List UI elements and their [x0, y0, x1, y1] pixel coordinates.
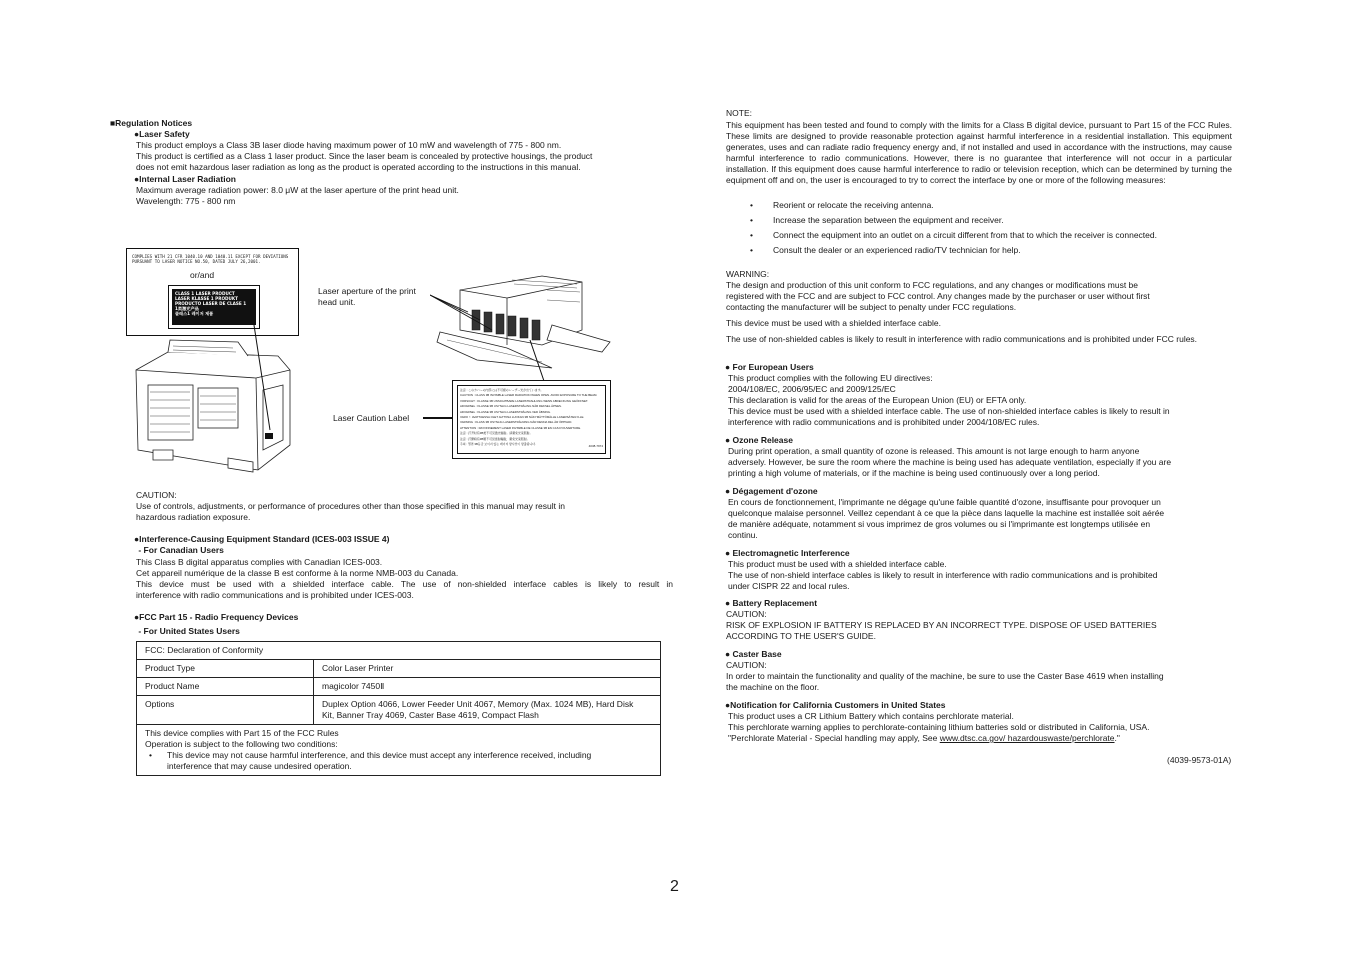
caster-text	[726, 660, 1164, 693]
eu-line: This declaration is valid for the areas of the European Union (EU) or EFTA only.	[728, 395, 1027, 405]
caution-label-code: 4038-7974	[588, 444, 603, 448]
california-prefix: "Perchlorate Material - Special handling may apply, See	[728, 733, 940, 743]
california-line	[728, 733, 1149, 744]
ozone-heading: ● Ozone Release	[725, 435, 793, 445]
fcc-footer-line: Operation is subject to the following two conditions:	[145, 739, 338, 749]
list-item	[750, 230, 1157, 241]
compliance-label-box	[126, 248, 299, 336]
caution-label-line: VARNING : KLASS 3B OSYNLIG LASERSTRÅLNING NÄR DENNA DEL ÄR ÖPPNAD.	[460, 420, 573, 425]
caution-label-line: ATTENTION : RAYONNEMENT LASER INVISIBLE DE CLASSE 3B EN CAS D'OUVERTURE.	[460, 425, 581, 430]
caution-label-line: 주의 : 열면 3B등급 보이지 않는 레이저 방사선이 방출됩니다.	[460, 442, 536, 447]
caution-label-line: VARO ! : AVATTAESSA OLET ALTTIINA LUOKAN 3B NÄKYMÄTTÖMÄLLE LASERSÄTEILYLLE.	[460, 415, 585, 420]
fcc15-subheading: - For United States Users	[136, 626, 240, 636]
california-suffix: ."	[1114, 733, 1120, 743]
table-row	[137, 696, 661, 725]
warning-text	[726, 280, 1150, 313]
class1-label-frame	[168, 285, 260, 329]
ozone-fr-text	[728, 497, 1164, 541]
eu-line: This product complies with the following EU directives:	[728, 373, 933, 383]
caution-line: Use of controls, adjustments, or performance of procedures other than those specified in this manual may result in	[136, 501, 565, 511]
caution-label-leader	[423, 412, 455, 422]
eu-heading: ● For European Users	[725, 362, 814, 372]
emi-heading: ● Electromagnetic Interference	[725, 548, 850, 558]
caution-title: CAUTION:	[136, 490, 177, 500]
class1-label-line: CLASS 1 LASER PRODUCT	[175, 291, 235, 296]
page-number: 2	[670, 878, 679, 895]
caster-line: In order to maintain the functionality and quality of the machine, be sure to use the Caster Base 4619 when installing	[726, 671, 1164, 681]
ozone-fr-line: En cours de fonctionnement, l'imprimante ne dégage qu'une faible quantité d'ozone, insuffisante pour provoquer un	[728, 497, 1161, 507]
fcc-footer-bullet	[145, 750, 652, 772]
eu-line: 2004/108/EC, 2006/95/EC and 2009/125/EC	[728, 384, 896, 394]
california-text	[728, 711, 1149, 744]
emi-line: The use of non-shield interface cables is likely to result in interference with radio communications and is prohibited	[728, 570, 1158, 580]
caution-label-line: ADVARSEL : KLASSE 3B USYNLIG LASERSTRÅLING VED ÅBNING.	[460, 409, 551, 414]
ices-subheading: - For Canadian Users	[136, 545, 224, 555]
shielded-text: This device must be used with a shielded interface cable.	[726, 318, 941, 328]
laser-safety-line: This product employs a Class 3B laser diode having maximum power of 10 mW and wavelength of 775 - 800 nm.	[136, 140, 562, 150]
class1-label-line: 클래스1 레이저 제품	[175, 311, 214, 316]
california-line: This perchlorate warning applies to perchlorate-containing lithium batteries sold or distributed in California, USA.	[728, 722, 1150, 732]
caster-line: CAUTION:	[726, 660, 767, 670]
aperture-leader-lines	[430, 290, 510, 340]
caution-label-line: 注意 : 打開時有3B類不可見雷射輻射，避免光束照射。	[460, 436, 530, 441]
caution-line: hazardous radiation exposure.	[136, 512, 251, 522]
ozone-fr-line: continu.	[728, 530, 758, 540]
ices-text	[136, 557, 673, 601]
ozone-fr-heading: ● Dégagement d'ozone	[725, 486, 818, 496]
warning-line: The design and production of this unit conform to FCC regulations, and any changes or modifications must be	[726, 280, 1139, 290]
fcc-table-title: FCC: Declaration of Conformity	[137, 642, 661, 660]
ices-line: Cet appareil numérique de la classe B est conforme à la norme NMB-003 du Canada.	[136, 568, 459, 578]
battery-line: ACCORDING TO THE USER'S GUIDE.	[726, 631, 876, 641]
eu-text	[728, 373, 1170, 428]
caution-label-line: 注意 : 打开时有3B类不可见激光辐射。请避免光束照射。	[460, 431, 533, 436]
caster-line: the machine on the floor.	[726, 682, 820, 692]
list-item-text: Connect the equipment into an outlet on a circuit different from that to which the receiver is connected.	[773, 230, 1157, 240]
compliance-label-text: COMPLIES WITH 21 CFR 1040.10 AND 1040.11 EXCEPT FOR DEVIATIONS PURSUANT TO LASER NOTICE NO.50, DATED JULY 26,2001.	[132, 254, 289, 264]
fcc-table-footer	[137, 725, 661, 776]
warning-title: WARNING:	[726, 269, 770, 279]
battery-heading: ● Battery Replacement	[725, 598, 818, 608]
table-cell-value: magicolor 7450Ⅱ	[314, 678, 661, 696]
ozone-text	[728, 446, 1171, 479]
warning-line: registered with the FCC and are subject to FCC control. Any changes made by the purchaser or user without first	[726, 291, 1150, 301]
list-item	[750, 215, 1004, 226]
ozone-fr-line: de manière adéquate, notamment si vous imprimez de gros volumes ou si l'imprimante est longtemps utilisée en	[728, 519, 1151, 529]
table-cell-value: Color Laser Printer	[314, 660, 661, 678]
list-item	[750, 200, 934, 211]
battery-text	[726, 609, 1157, 642]
caution-label-line: 注意 : このカバーの内部には不可視のレーザー光が出ています。	[460, 388, 544, 392]
ices-line: interference with radio communications and is prohibited under ICES-003.	[136, 590, 414, 600]
table-cell-label: Options	[137, 696, 314, 725]
battery-line: CAUTION:	[726, 609, 767, 619]
eu-line: This device must be used with a shielded interface cable. The use of non-shielded interface cables is likely to result in	[728, 406, 1170, 416]
class1-label-line: 1类激光产品	[175, 306, 199, 311]
note-text: This equipment has been tested and found to comply with the limits for a Class B digital device, pursuant to Part 15 of the FCC Rules. These limits are designed to provide reasonable protection against harmful interference in a residential installation. This equipment generates, uses and can radiate radio frequency energy and, if not installed and used in accordance with the instructions, may cause harmful interference to radio communications. However, there is no guarantee that interference will not occur in a particular installation. If this equipment does cause harmful interference to radio or television reception, which can be determined by turning the equipment off and on, the user is encouraged to try to correct the interface by one or more of the following measures:	[726, 120, 1232, 185]
internal-radiation-text	[136, 185, 459, 207]
fcc-footer-bullet-text: This device may not cause harmful interference, and this device must accept any interference received, including interference that may cause undesired operation.	[167, 750, 592, 771]
table-row	[137, 678, 661, 696]
list-item-text: Reorient or relocate the receiving antenna.	[773, 200, 934, 210]
list-item-text: Increase the separation between the equipment and receiver.	[773, 215, 1004, 225]
caster-heading: ● Caster Base	[725, 649, 782, 659]
internal-radiation-line: Wavelength: 775 - 800 nm	[136, 196, 236, 206]
aperture-callout: Laser aperture of the print head unit.	[318, 286, 416, 307]
laser-caution-label	[452, 380, 611, 459]
laser-safety-line: does not emit hazardous laser radiation as long as the product is operated according to the instructions in this manual.	[136, 162, 581, 172]
ozone-fr-line: quelconque malaise personnel. Veillez cependant à ce que la pièce dans laquelle la machine est installée soit aérée	[728, 508, 1165, 518]
fcc-declaration-table	[136, 641, 661, 776]
caution-label-inner	[457, 385, 606, 454]
bullet-icon: •	[750, 245, 753, 255]
warning-line: contacting the manufacturer will be subject to penalty under FCC regulations.	[726, 302, 1017, 312]
note-title: NOTE:	[726, 108, 752, 118]
california-heading: ●Notification for California Customers in United States	[725, 700, 946, 710]
caution-label-line: CAUTION : CLASS 3B INVISIBLE LASER RADIATION WHEN OPEN. AVOID EXPOSURE TO THE BEAM.	[460, 393, 598, 398]
internal-radiation-heading: ●Internal Laser Radiation	[134, 174, 236, 184]
caution-label-callout: Laser Caution Label	[333, 413, 410, 423]
ozone-line: adversely. However, be sure the room where the machine is being used has adequate ventilation, especially if you are	[728, 457, 1172, 467]
ozone-line: During print operation, a small quantity of ozone is released. This amount is not large enough to harm anyone	[728, 446, 1140, 456]
table-row	[137, 642, 661, 660]
emi-line: This product must be used with a shielded interface cable.	[728, 559, 947, 569]
bullet-icon: •	[149, 750, 152, 760]
fcc-footer-line: This device complies with Part 15 of the FCC Rules	[145, 728, 339, 738]
bullet-icon: •	[750, 215, 753, 225]
bullet-icon: •	[750, 200, 753, 210]
list-item-text: Consult the dealer or an experienced radio/TV technician for help.	[773, 245, 1021, 255]
caution-text	[136, 501, 565, 523]
class1-label-line: LASER KLASSE 1 PRODUKT	[175, 296, 238, 301]
battery-line: RISK OF EXPLOSION IF BATTERY IS REPLACED BY AN INCORRECT TYPE. DISPOSE OF USED BATTERIES	[726, 620, 1157, 630]
list-item	[750, 245, 1021, 256]
or-and-text: or/and	[190, 270, 215, 280]
class1-laser-label	[172, 289, 256, 325]
ices-line: This device must be used with a shielded interface cable. The use of non-shielded interface cables is likely to result in	[136, 579, 673, 589]
laser-safety-line: This product is certified as a Class 1 laser product. Since the laser beam is concealed by protective housings, the product	[136, 151, 593, 161]
laser-safety-text	[136, 140, 592, 173]
table-row	[137, 725, 661, 776]
document-code: (4039-9573-01A)	[1167, 755, 1232, 765]
perchlorate-link[interactable]: www.dtsc.ca.gov/ hazardouswaste/perchlorate	[939, 733, 1115, 743]
california-line: This product uses a CR Lithium Battery which contains perchlorate material.	[728, 711, 1014, 721]
caution-label-pointer	[525, 340, 550, 385]
table-cell-label: Product Name	[137, 678, 314, 696]
section-title: ■Regulation Notices	[110, 118, 193, 128]
bullet-icon: •	[750, 230, 753, 240]
ices-line: This Class B digital apparatus complies with Canadian ICES-003.	[136, 557, 383, 567]
table-row	[137, 660, 661, 678]
caution-label-line: ADVARSEL : KLASSE 3B USYNLIG LASERSTRÅLING NÅR DEKSEL ÅPNES.	[460, 404, 562, 409]
eu-line: interference with radio communications and is prohibited under 2004/108/EC rules.	[728, 417, 1040, 427]
table-cell-label: Product Type	[137, 660, 314, 678]
emi-text	[728, 559, 1157, 592]
laser-safety-heading: ●Laser Safety	[134, 129, 190, 139]
class1-leader-line	[240, 325, 280, 435]
ozone-line: printing a high volume of materials, or if the machine is being used continuously over a long period.	[728, 468, 1100, 478]
emi-line: under CISPR 22 and local rules.	[728, 581, 850, 591]
table-cell-value: Duplex Option 4066, Lower Feeder Unit 4067, Memory (Max. 1024 MB), Hard Disk Kit, Banner Tray 4069, Caster Base 4619, Compact Flash	[314, 696, 661, 725]
caution-label-line: VORSICHT : KLASSE 3B UNSICHTBARE LASERSTRAHLUNG WENN ABDECKUNG GEÖFFNET.	[460, 398, 589, 403]
ices-heading: ●Interference-Causing Equipment Standard (ICES-003 ISSUE 4)	[134, 534, 390, 544]
nonshielded-text: The use of non-shielded cables is likely to result in interference with radio communications and is prohibited under FCC rules.	[726, 334, 1198, 344]
fcc15-heading: ●FCC Part 15 - Radio Frequency Devices	[134, 612, 299, 622]
internal-radiation-line: Maximum average radiation power: 8.0 μW at the laser aperture of the print head unit.	[136, 185, 459, 195]
class1-label-line: PRODUCTO LASER DE CLASE 1	[175, 301, 247, 306]
